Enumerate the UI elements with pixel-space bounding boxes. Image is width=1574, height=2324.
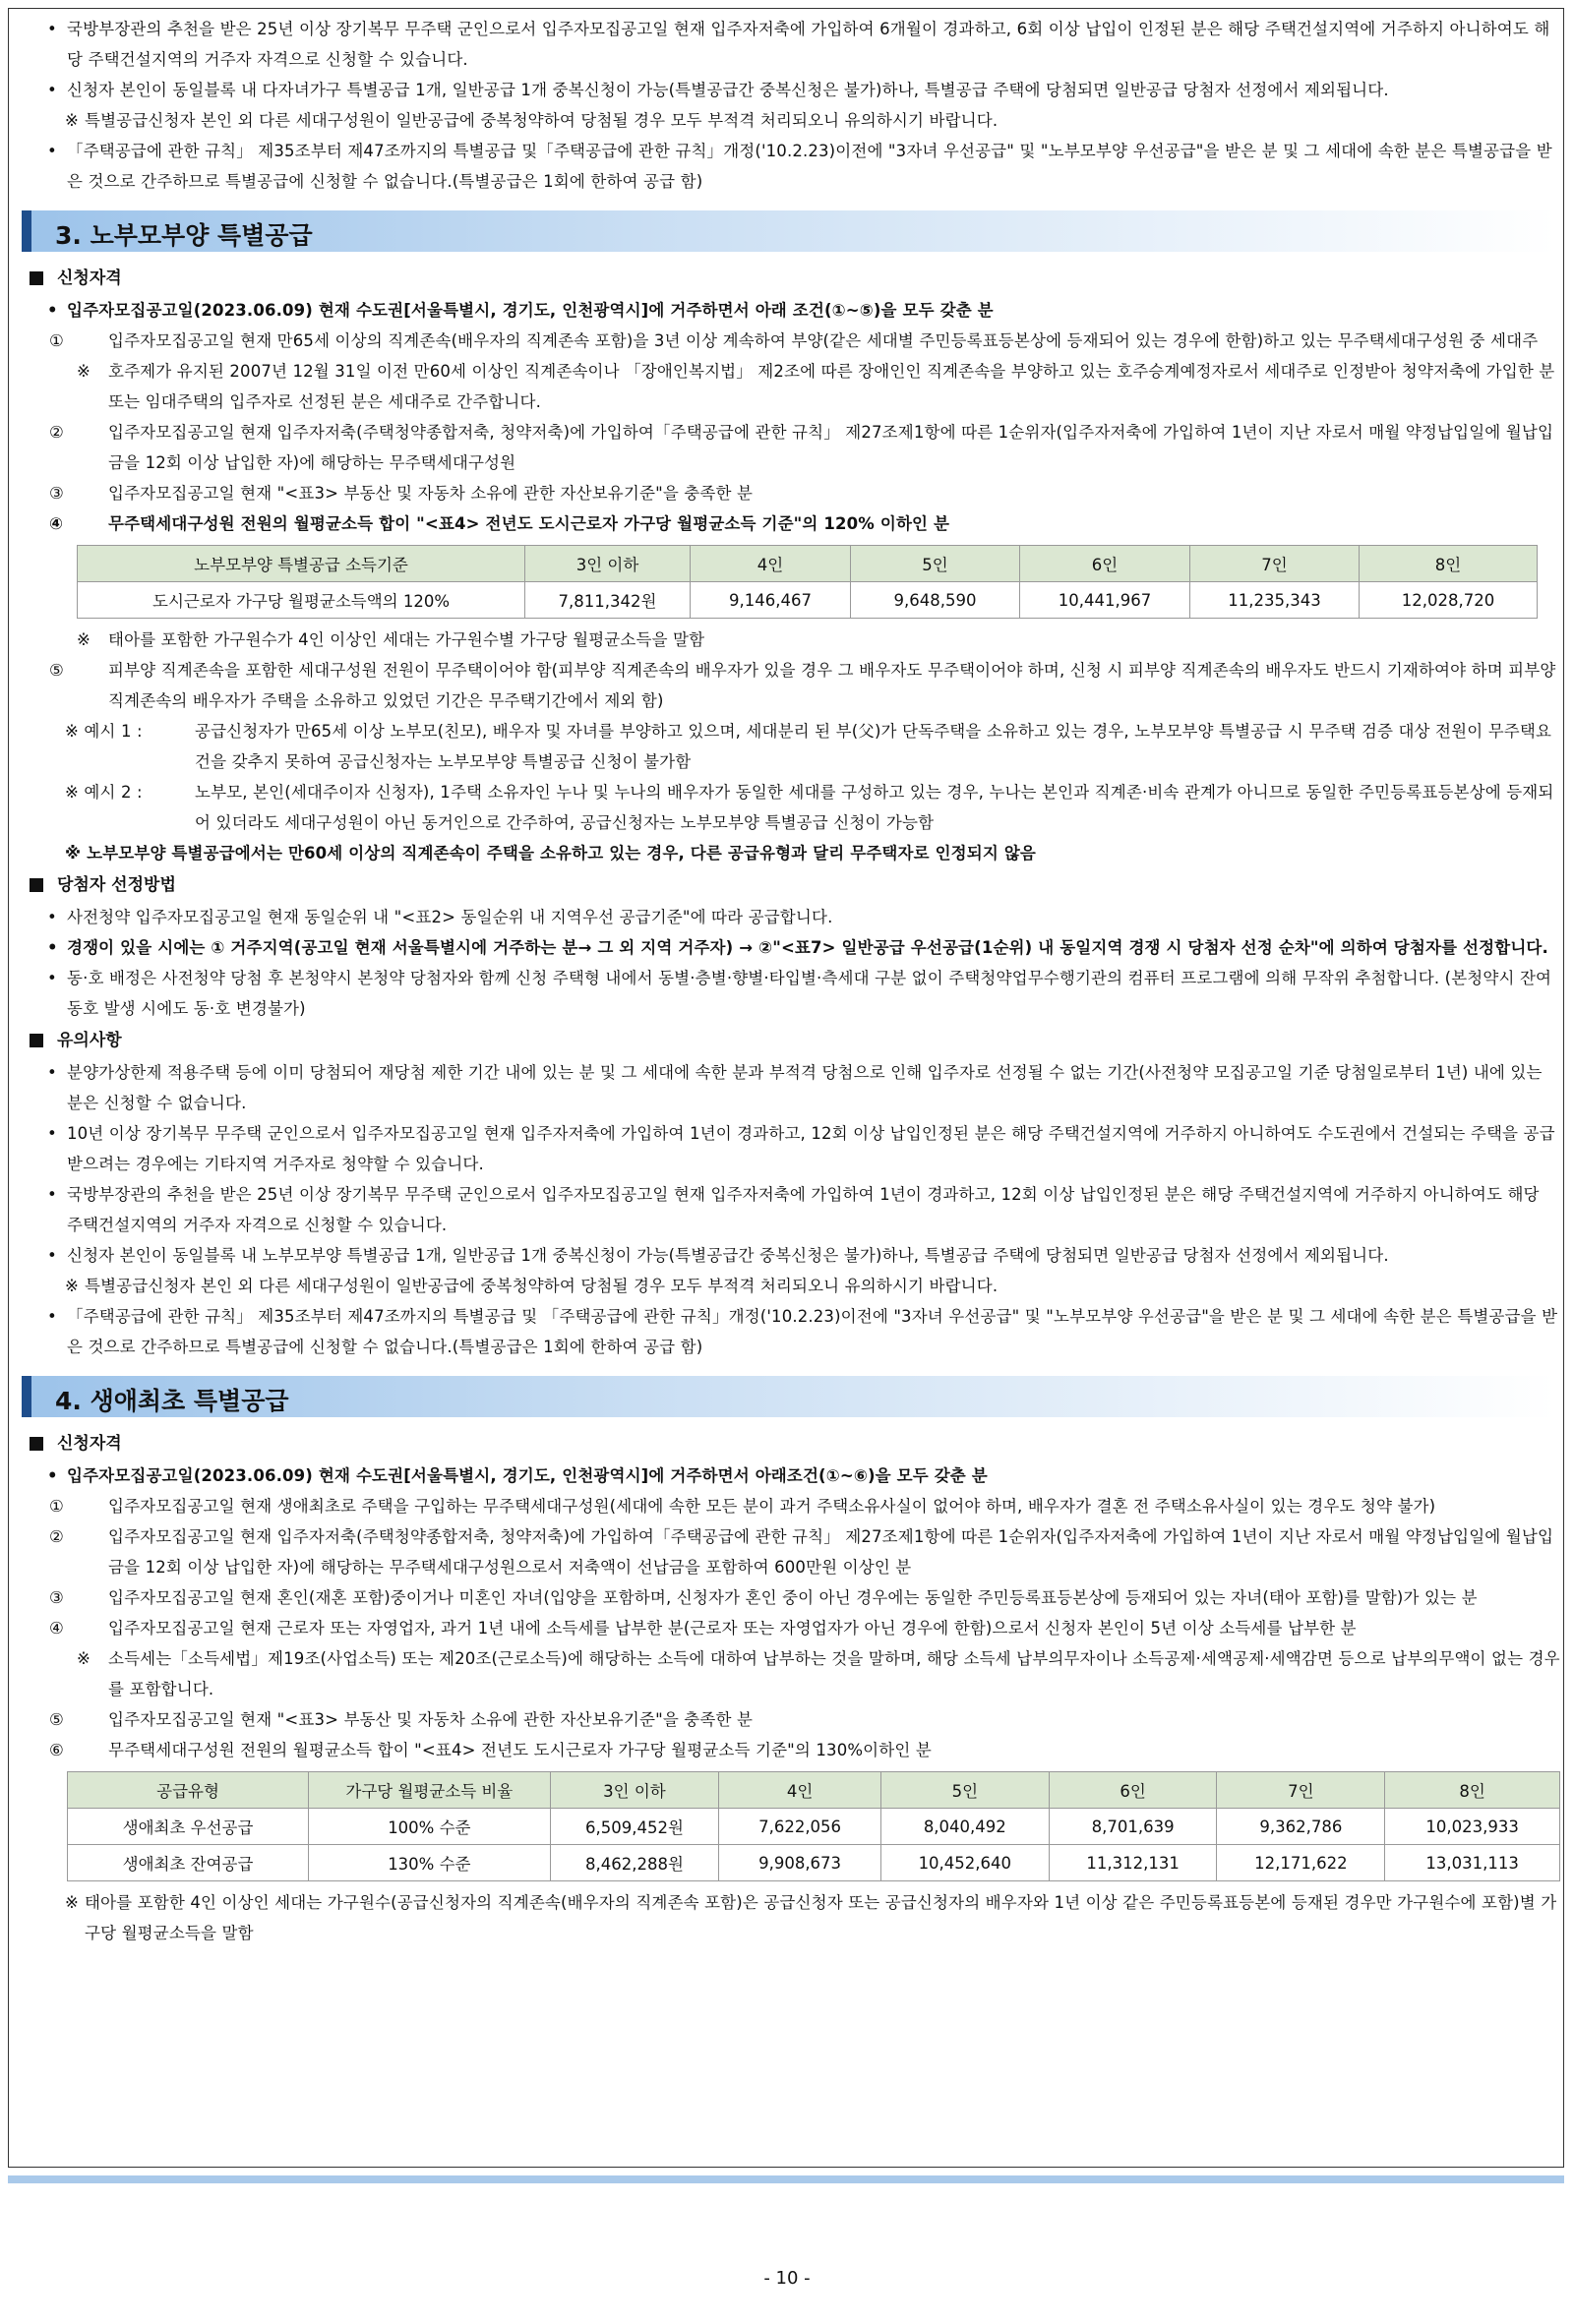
example-item xyxy=(30,716,1560,777)
bullet-item: • 10년 이상 장기복무 무주택 군인으로서 입주자모집공고일 현재 입주자저축에 가입하여 1년이 경과하고, 12회 이상 납입인정된 분은 해당 주택건설지역에 거주하지 아니하여도 수도권에서 건설되는 주택을 공급받으려는 경우에는 기타지역 거주자로 청약할 수 있습니다. xyxy=(30,1118,1560,1179)
table-row xyxy=(78,582,1538,619)
condition-number: ③ xyxy=(49,1588,64,1607)
table-header-row xyxy=(68,1772,1560,1809)
section-title: 4. 생애최초 특별공급 xyxy=(55,1387,289,1415)
note-mark: ※ xyxy=(65,1893,79,1912)
table-cell: 생애최초 우선공급 xyxy=(68,1809,309,1845)
income-table-first-home xyxy=(67,1771,1560,1881)
example-text: 노부모, 본인(세대주이자 신청자), 1주택 소유자인 누나 및 누나의 배우자가 동일한 세대를 구성하고 있는 경우, 누나는 본인과 직계존·비속 관계가 아니므로 동일한 주민등록표등본상에 등재되어 있더라도 세대구성원이 아닌 동거인으로 간주하여, 공급신청자는 노부모부양 특별공급 신청이 가능함 xyxy=(195,783,1554,832)
table-cell: 130% 수준 xyxy=(309,1845,551,1881)
example-item xyxy=(30,777,1560,838)
subheading-text: 당첨자 선정방법 xyxy=(57,875,176,895)
table-cell: 9,648,590 xyxy=(851,582,1020,619)
condition-text: 무주택세대구성원 전원의 월평균소득 합이 "<표4> 전년도 도시근로자 가구당 월평균소득 기준"의 130%이하인 분 xyxy=(108,1741,932,1759)
table-cell: 8,040,492 xyxy=(880,1809,1049,1845)
table-header-cell: 공급유형 xyxy=(68,1772,309,1809)
square-bullet-icon xyxy=(30,1437,43,1451)
condition-text: 입주자모집공고일 현재 입주자저축(주택청약종합저축, 청약저축)에 가입하여「주택공급에 관한 규칙」 제27조제1항에 따른 1순위자(입주자저축에 가입하여 1년이 지난 자로서 매월 약정납입일에 월납입금을 12회 이상 납입한 자)에 해당하는 무주택세대구성원 xyxy=(108,423,1554,472)
table-cell: 10,452,640 xyxy=(880,1845,1049,1881)
table-cell: 8,462,288원 xyxy=(550,1845,719,1881)
condition-number: ② xyxy=(49,423,64,442)
qualification-lead: • 입주자모집공고일(2023.06.09) 현재 수도권[서울특별시, 경기도, 인천광역시]에 거주하면서 아래조건(①~⑥)을 모두 갖춘 분 xyxy=(30,1460,1560,1491)
condition-item xyxy=(30,1521,1560,1582)
table-header-cell: 7인 xyxy=(1217,1772,1385,1809)
table-header-cell: 4인 xyxy=(719,1772,881,1809)
condition-item xyxy=(30,655,1560,716)
income-table-senior xyxy=(77,545,1538,619)
condition-number: ③ xyxy=(49,484,64,503)
table-cell: 13,031,113 xyxy=(1385,1845,1560,1881)
table-header-cell: 3인 이하 xyxy=(525,546,691,582)
note-text: 특별공급신청자 본인 외 다른 세대구성원이 일반공급에 중복청약하여 당첨될 경우 모두 부적격 처리되오니 유의하시기 바랍니다. xyxy=(85,1277,999,1295)
condition-text: 입주자모집공고일 현재 만65세 이상의 직계존속(배우자의 직계존속 포함)을 3년 이상 계속하여 부양(같은 세대별 주민등록표등본상에 등재되어 있는 경우에 한함)하고 있는 무주택세대구성원 중 세대주 xyxy=(108,331,1539,350)
qualification-lead: • 입주자모집공고일(2023.06.09) 현재 수도권[서울특별시, 경기도, 인천광역시]에 거주하면서 아래 조건(①~⑤)을 모두 갖춘 분 xyxy=(30,295,1560,326)
table-cell: 7,811,342원 xyxy=(525,582,691,619)
note-item xyxy=(30,105,1560,136)
note-text: 태아를 포함한 가구원수가 4인 이상인 세대는 가구원수별 가구당 월평균소득을 말함 xyxy=(108,630,705,649)
note-item xyxy=(30,1887,1560,1948)
condition-item xyxy=(30,1491,1560,1521)
condition-text: 입주자모집공고일 현재 "<표3> 부동산 및 자동차 소유에 관한 자산보유기준"을 충족한 분 xyxy=(108,1710,754,1729)
document-body xyxy=(30,14,1560,1948)
bullet-item: • 국방부장관의 추천을 받은 25년 이상 장기복무 무주택 군인으로서 입주자모집공고일 현재 입주자저축에 가입하여 1년이 경과하고, 12회 이상 납입인정된 분은 해당 주택건설지역에 거주하지 아니하여도 해당 주택건설지역의 거주자 자격으로 신청할 수 있습니다. xyxy=(30,1179,1560,1240)
table-cell: 100% 수준 xyxy=(309,1809,551,1845)
subheading-selection xyxy=(30,868,1560,902)
condition-item xyxy=(30,417,1560,478)
bullet-item: • 국방부장관의 추천을 받은 25년 이상 장기복무 무주택 군인으로서 입주자모집공고일 현재 입주자저축에 가입하여 6개월이 경과하고, 6회 이상 납입이 인정된 분은 해당 주택건설지역에 거주하지 아니하여도 해당 주택건설지역의 거주자 자격으로 신청할 수 있습니다. xyxy=(30,14,1560,75)
note-mark: ※ xyxy=(65,1277,79,1295)
condition-item xyxy=(30,1735,1560,1765)
table-header-row xyxy=(78,546,1538,582)
note-item xyxy=(30,1643,1560,1704)
table-cell: 10,441,967 xyxy=(1020,582,1190,619)
table-cell: 생애최초 잔여공급 xyxy=(68,1845,309,1881)
table-header-cell: 6인 xyxy=(1049,1772,1217,1809)
section-title: 3. 노부모부양 특별공급 xyxy=(55,221,313,250)
bullet-item: • 동·호 배정은 사전청약 당첨 후 본청약시 본청약 당첨자와 함께 신청 주택형 내에서 동별·층별·향별·타입별·측세대 구분 없이 주택청약업무수행기관의 컴퓨터 프로그램에 의해 무작위 추첨합니다. (본청약시 잔여 동호 발생 시에도 동·호 변경불가) xyxy=(30,963,1560,1024)
note-text: 소득세는「소득세법」제19조(사업소득) 또는 제20조(근로소득)에 해당하는 소득에 대하여 납부하는 것을 말하며, 해당 소득세 납부의무자이나 소득공제·세액공제·세액감면 등으로 납부의무액이 없는 경우를 포함합니다. xyxy=(108,1649,1560,1698)
condition-number: ④ xyxy=(49,1619,64,1638)
section-header-3 xyxy=(22,210,1556,252)
example-label: ※ 예시 2 : xyxy=(65,783,143,802)
example-text: 공급신청자가 만65세 이상 노부모(친모), 배우자 및 자녀를 부양하고 있으며, 세대분리 된 부(父)가 단독주택을 소유하고 있는 경우, 노부모부양 특별공급 시 무주택 검증 대상 전원이 무주택요건을 갖추지 못하여 공급신청자는 노부모부양 특별공급 신청이 불가함 xyxy=(195,722,1552,771)
table-cell: 8,701,639 xyxy=(1049,1809,1217,1845)
strong-note: ※ 노부모부양 특별공급에서는 만60세 이상의 직계존속이 주택을 소유하고 있는 경우, 다른 공급유형과 달리 무주택자로 인정되지 않음 xyxy=(65,844,1037,863)
condition-item xyxy=(30,1582,1560,1613)
table-cell: 11,235,343 xyxy=(1190,582,1360,619)
condition-number: ⑤ xyxy=(49,1710,64,1729)
condition-number: ① xyxy=(49,331,64,350)
bullet-item: • 「주택공급에 관한 규칙」 제35조부터 제47조까지의 특별공급 및「주택공급에 관한 규칙」개정('10.2.23)이전에 "3자녀 우선공급" 및 "노부모부양 우선공급"을 받은 분 및 그 세대에 속한 분은 특별공급을 받은 것으로 간주하므로 특별공급에 신청할 수 없습니다.(특별공급은 1회에 한하여 공급 함) xyxy=(30,136,1560,197)
subheading-text: 신청자격 xyxy=(57,268,122,288)
table-cell: 9,362,786 xyxy=(1217,1809,1385,1845)
square-bullet-icon xyxy=(30,1034,43,1047)
table-cell: 9,908,673 xyxy=(719,1845,881,1881)
table-cell: 6,509,452원 xyxy=(550,1809,719,1845)
bullet-item: • 경쟁이 있을 시에는 ① 거주지역(공고일 현재 서울특별시에 거주하는 분→ 그 외 지역 거주자) → ②"<표7> 일반공급 우선공급(1순위) 내 동일지역 경쟁 시 당첨자 선정 순차"에 의하여 당첨자를 선정합니다. xyxy=(30,932,1560,963)
subheading-qualification xyxy=(30,262,1560,295)
condition-number: ⑤ xyxy=(49,661,64,680)
note-item xyxy=(30,356,1560,417)
condition-number: ④ xyxy=(49,514,64,533)
table-header-cell: 7인 xyxy=(1190,546,1360,582)
note-text: 호주제가 유지된 2007년 12월 31일 이전 만60세 이상인 직계존속이나 「장애인복지법」 제2조에 따른 장애인인 직계존속을 부양하고 있는 호주승계예정자로서 세대주로 인정받아 청약저축에 가입한 분 또는 임대주택의 입주자로 선정된 분은 세대주로 간주합니다. xyxy=(108,362,1555,411)
bullet-item: • 「주택공급에 관한 규칙」 제35조부터 제47조까지의 특별공급 및 「주택공급에 관한 규칙」개정('10.2.23)이전에 "3자녀 우선공급" 및 "노부모부양 우선공급"을 받은 분 및 그 세대에 속한 분은 특별공급을 받은 것으로 간주하므로 특별공급에 신청할 수 없습니다.(특별공급은 1회에 한하여 공급 함) xyxy=(30,1301,1560,1362)
condition-number: ① xyxy=(49,1497,64,1516)
note-mark: ※ xyxy=(77,630,91,649)
condition-number: ⑥ xyxy=(49,1741,64,1759)
condition-text: 입주자모집공고일 현재 "<표3> 부동산 및 자동차 소유에 관한 자산보유기준"을 충족한 분 xyxy=(108,484,754,503)
income-table-wrap xyxy=(67,1771,1560,1881)
condition-item xyxy=(30,1704,1560,1735)
note-text: 특별공급신청자 본인 외 다른 세대구성원이 일반공급에 중복청약하여 당첨될 경우 모두 부적격 처리되오니 유의하시기 바랍니다. xyxy=(85,111,999,130)
table-header-cell: 3인 이하 xyxy=(550,1772,719,1809)
subheading-text: 유의사항 xyxy=(57,1031,122,1050)
table-row xyxy=(68,1845,1560,1881)
table-header-cell: 8인 xyxy=(1385,1772,1560,1809)
bullet-item: • 사전청약 입주자모집공고일 현재 동일순위 내 "<표2> 동일순위 내 지역우선 공급기준"에 따라 공급합니다. xyxy=(30,902,1560,932)
bullet-item: • 신청자 본인이 동일블록 내 노부모부양 특별공급 1개, 일반공급 1개 중복신청이 가능(특별공급간 중복신청은 불가)하나, 특별공급 주택에 당첨되면 일반공급 당첨자 선정에서 제외됩니다. xyxy=(30,1240,1560,1271)
table-header-cell: 6인 xyxy=(1020,546,1190,582)
example-label: ※ 예시 1 : xyxy=(65,722,143,741)
note-item xyxy=(30,625,1560,655)
table-header-cell: 4인 xyxy=(691,546,851,582)
subheading-qualification xyxy=(30,1427,1560,1460)
bullet-item: • 분양가상한제 적용주택 등에 이미 당첨되어 재당첨 제한 기간 내에 있는 분 및 그 세대에 속한 분과 부적격 당첨으로 인해 입주자로 선정될 수 없는 기간(사전청약 모집공고일 기준 당첨일로부터 1년) 내에 있는 분은 신청할 수 없습니다. xyxy=(30,1057,1560,1118)
square-bullet-icon xyxy=(30,271,43,285)
condition-item xyxy=(30,326,1560,356)
square-bullet-icon xyxy=(30,878,43,892)
page-number: - 10 - xyxy=(763,2268,811,2289)
condition-item xyxy=(30,1613,1560,1643)
table-cell: 10,023,933 xyxy=(1385,1809,1560,1845)
table-cell: 9,146,467 xyxy=(691,582,851,619)
table-cell: 도시근로자 가구당 월평균소득액의 120% xyxy=(78,582,525,619)
condition-text: 입주자모집공고일 현재 근로자 또는 자영업자, 과거 1년 내에 소득세를 납부한 분(근로자 또는 자영업자가 아닌 경우에 한함)으로서 신청자 본인이 5년 이상 소득세를 납부한 분 xyxy=(108,1619,1357,1638)
condition-text: 입주자모집공고일 현재 혼인(재혼 포함)중이거나 미혼인 자녀(입양을 포함하며, 신청자가 혼인 중이 아닌 경우에는 동일한 주민등록표등본상에 등재되어 있는 자녀(태아 포함)를 말함)가 있는 분 xyxy=(108,1588,1478,1607)
condition-item xyxy=(30,508,1560,539)
income-table-wrap xyxy=(77,545,1560,619)
condition-number: ② xyxy=(49,1527,64,1546)
note-item xyxy=(30,1271,1560,1301)
condition-text: 피부양 직계존속을 포함한 세대구성원 전원이 무주택이어야 함(피부양 직계존속의 배우자가 있을 경우 그 배우자도 무주택이어야 하며, 신청 시 피부양 직계존속의 배우자도 반드시 기재하여야 하며 피부양 직계존속의 배우자가 주택을 소유하고 있었던 기간은 무주택기간에서 제외 함) xyxy=(108,661,1556,710)
table-header-cell: 8인 xyxy=(1360,546,1538,582)
table-header-cell: 노부모부양 특별공급 소득기준 xyxy=(78,546,525,582)
condition-text: 무주택세대구성원 전원의 월평균소득 합이 "<표4> 전년도 도시근로자 가구당 월평균소득 기준"의 120% 이하인 분 xyxy=(108,514,950,533)
condition-item xyxy=(30,478,1560,508)
table-row xyxy=(68,1809,1560,1845)
table-cell: 12,028,720 xyxy=(1360,582,1538,619)
note-mark: ※ xyxy=(77,362,91,381)
footer-divider xyxy=(8,2175,1564,2183)
note-text: 태아를 포함한 4인 이상인 세대는 가구원수(공급신청자의 직계존속(배우자의 직계존속 포함)은 공급신청자 또는 공급신청자의 배우자와 1년 이상 같은 주민등록표등본에 등재된 경우만 가구원수에 포함)별 가구당 월평균소득을 말함 xyxy=(85,1893,1557,1942)
condition-text: 입주자모집공고일 현재 생애최초로 주택을 구입하는 무주택세대구성원(세대에 속한 모든 분이 과거 주택소유사실이 없어야 하며, 배우자가 결혼 전 주택소유사실이 있는 경우도 청약 불가) xyxy=(108,1497,1436,1516)
table-cell: 7,622,056 xyxy=(719,1809,881,1845)
table-header-cell: 5인 xyxy=(880,1772,1049,1809)
table-cell: 12,171,622 xyxy=(1217,1845,1385,1881)
bullet-item: • 신청자 본인이 동일블록 내 다자녀가구 특별공급 1개, 일반공급 1개 중복신청이 가능(특별공급간 중복신청은 불가)하나, 특별공급 주택에 당첨되면 일반공급 당첨자 선정에서 제외됩니다. xyxy=(30,75,1560,105)
note-mark: ※ xyxy=(65,111,79,130)
table-header-cell: 가구당 월평균소득 비율 xyxy=(309,1772,551,1809)
condition-text: 입주자모집공고일 현재 입주자저축(주택청약종합저축, 청약저축)에 가입하여「주택공급에 관한 규칙」 제27조제1항에 따른 1순위자(입주자저축에 가입하여 1년이 지난 자로서 매월 약정납입일에 월납입금을 12회 이상 납입한 자)에 해당하는 무주택세대구성원으로서 저축액이 선납금을 포함하여 600만원 이상인 분 xyxy=(108,1527,1554,1577)
table-header-cell: 5인 xyxy=(851,546,1020,582)
subheading-text: 신청자격 xyxy=(57,1434,122,1454)
section-header-4 xyxy=(22,1376,1556,1417)
table-cell: 11,312,131 xyxy=(1049,1845,1217,1881)
subheading-caution xyxy=(30,1024,1560,1057)
note-mark: ※ xyxy=(77,1649,91,1668)
